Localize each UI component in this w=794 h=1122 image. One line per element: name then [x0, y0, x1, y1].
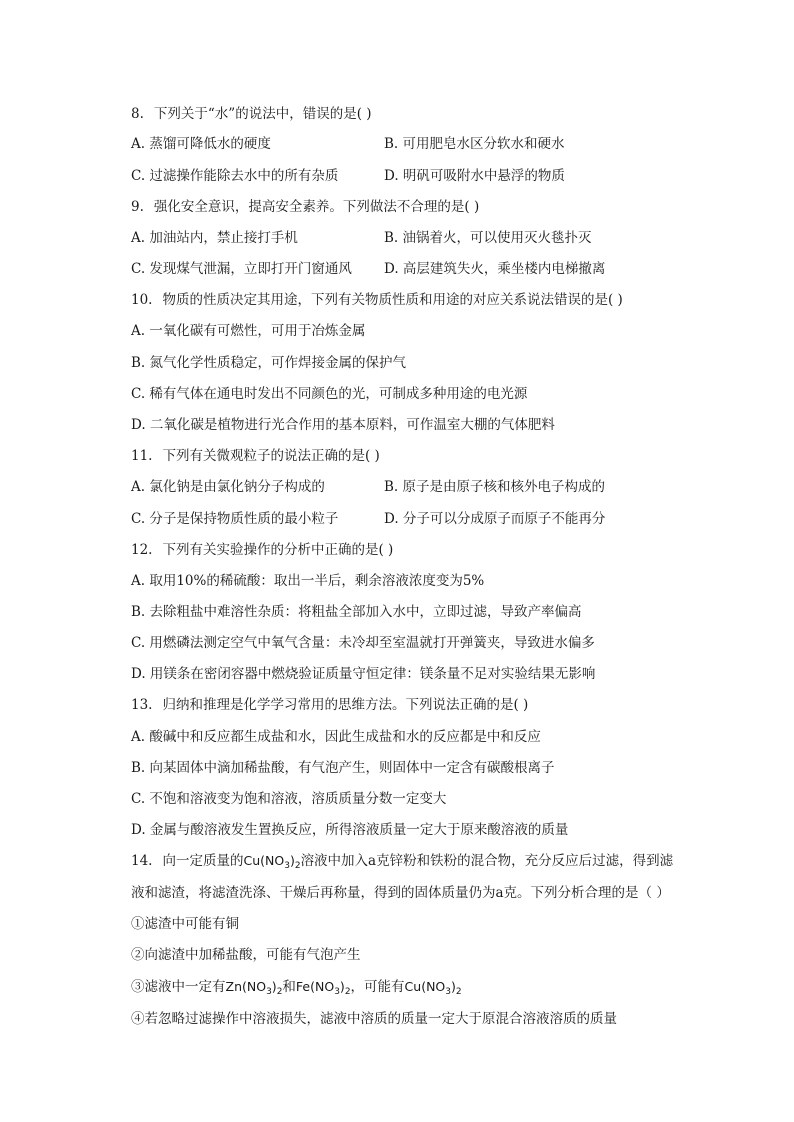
question-number: 8.: [131, 106, 144, 122]
q10-option-d: D. 二氧化碳是植物进行光合作用的基本原料，可作温室大棚的气体肥料: [131, 417, 555, 433]
q12-option-d: D. 用镁条在密闭容器中燃烧验证质量守恒定律：镁条量不足对实验结果无影响: [131, 666, 596, 682]
question-number: 13.: [131, 697, 153, 713]
formula-iron-nitrate: $Fe(NO_3)_2$: [295, 979, 351, 997]
q9-option-b: B. 油锅着火，可以使用灭火毯扑灭: [384, 230, 592, 246]
q13-option-d: D. 金属与酸溶液发生置换反应，所得溶液质量一定大于原来酸溶液的质量: [131, 822, 569, 838]
question-text: 下列有关实验操作的分析中正确的是( ): [162, 542, 394, 558]
q12-option-a: A. 取用10%的稀硫酸：取出一半后，剩余溶液浓度变为5%: [131, 573, 485, 589]
question-number: 10.: [131, 292, 153, 308]
q13-option-c: C. 不饱和溶液变为饱和溶液，溶质质量分数一定变大: [131, 791, 447, 807]
question-10-stem: [131, 291, 623, 309]
question-text-part1: 向一定质量的: [162, 853, 244, 869]
question-text: 下列关于“水”的说法中，错误的是( ): [153, 106, 372, 122]
q11-option-a: A. 氯化钠是由氯化钠分子构成的: [131, 479, 325, 495]
formula-zinc-nitrate: $Zn(NO_3)_2$: [225, 979, 283, 997]
question-number: 11.: [131, 448, 153, 464]
q9-option-c: C. 发现煤气泄漏，立即打开门窗通风: [131, 261, 352, 277]
q11-option-d: D. 分子可以分成原子而原子不能再分: [384, 511, 606, 527]
question-text: 下列有关微观粒子的说法正确的是( ): [162, 448, 380, 464]
q14-item-4: ④若忽略过滤操作中溶液损失，滤液中溶质的质量一定大于原混合溶液溶质的质量: [131, 1011, 617, 1027]
question-11-stem: [131, 447, 380, 465]
question-14-stem-line2: 液和滤渣，将滤渣洗涤、干燥后再称量，得到的固体质量仍为a克。下列分析合理的是（ ）: [131, 885, 670, 901]
question-number: 14.: [131, 853, 153, 869]
q14-item-2: ②向滤渣中加稀盐酸，可能有气泡产生: [131, 947, 361, 963]
q13-option-b: B. 向某固体中滴加稀盐酸，有气泡产生，则固体中一定含有碳酸根离子: [131, 760, 555, 776]
q8-option-c: C. 过滤操作能除去水中的所有杂质: [131, 168, 339, 184]
q11-option-b: B. 原子是由原子核和核外电子构成的: [384, 479, 606, 495]
q9-option-d: D. 高层建筑失火，乘坐楼内电梯撤离: [384, 261, 606, 277]
question-text: 归纳和推理是化学学习常用的思维方法。下列说法正确的是( ): [162, 697, 529, 713]
q14-item-3: ③滤液中一定有$Zn(NO_3)_2$和$Fe(NO_3)_2$，可能有$Cu(NO_3)_2$: [131, 979, 462, 997]
formula-copper-nitrate: $Cu(NO_3)_2$: [243, 853, 301, 871]
q12-option-b: B. 去除粗盐中难溶性杂质：将粗盐全部加入水中，立即过滤，导致产率偏高: [131, 604, 582, 620]
q10-option-a: A. 一氧化碳有可燃性，可用于冶炼金属: [131, 323, 366, 339]
q10-option-b: B. 氮气化学性质稳定，可作焊接金属的保护气: [131, 355, 407, 371]
question-13-stem: [131, 696, 528, 714]
question-9-stem: [131, 198, 479, 216]
formula-copper-nitrate: $Cu(NO_3)_2$: [404, 979, 462, 997]
question-number: 9.: [131, 199, 144, 215]
question-text: 物质的性质决定其用途，下列有关物质性质和用途的对应关系说法错误的是( ): [162, 292, 623, 308]
question-12-stem: [131, 541, 393, 559]
q8-option-a: A. 蒸馏可降低水的硬度: [131, 136, 271, 152]
q8-option-b: B. 可用肥皂水区分软水和硬水: [384, 136, 565, 152]
question-14-stem: [131, 852, 673, 875]
q12-option-c: C. 用燃磷法测定空气中氧气含量：未冷却至室温就打开弹簧夹，导致进水偏多: [131, 635, 595, 651]
q13-option-a: A. 酸碱中和反应都生成盐和水，因此生成盐和水的反应都是中和反应: [131, 729, 541, 745]
q9-option-a: A. 加油站内，禁止接打手机: [131, 230, 298, 246]
question-text-part2: 溶液中加入a克锌粉和铁粉的混合物，充分反应后过滤，得到滤: [300, 853, 674, 869]
q14-item-1: ①滤渣中可能有铜: [131, 916, 239, 932]
question-number: 12.: [131, 542, 153, 558]
q8-option-d: D. 明矾可吸附水中悬浮的物质: [384, 168, 565, 184]
question-text: 强化安全意识，提高安全素养。下列做法不合理的是( ): [153, 199, 480, 215]
q10-option-c: C. 稀有气体在通电时发出不同颜色的光，可制成多种用途的电光源: [131, 386, 528, 402]
q11-option-c: C. 分子是保持物质性质的最小粒子: [131, 511, 339, 527]
question-8-stem: [131, 105, 372, 123]
